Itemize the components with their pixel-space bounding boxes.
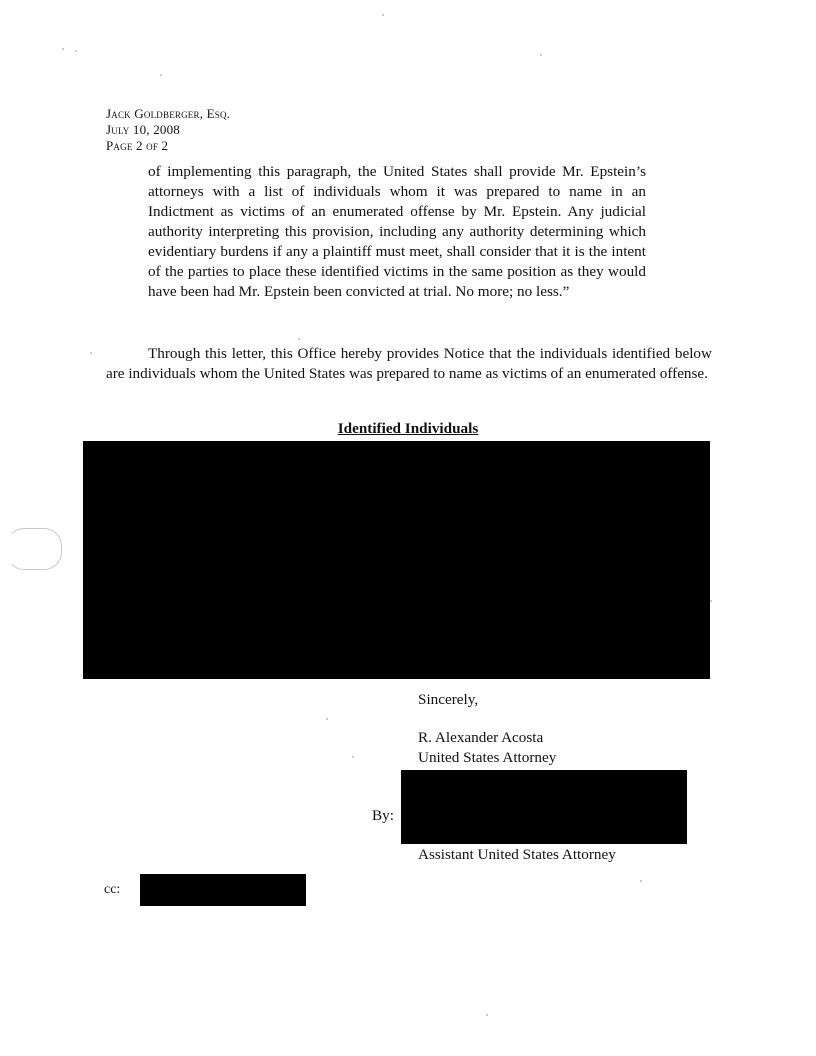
scan-speck: [326, 718, 328, 720]
quoted-paragraph: of implementing this paragraph, the United States shall provide Mr. Epstein’s attorneys with a list of individuals whom it was prepared to name in an Indictment as victims of an enumerated offense by Mr. Epstein. Any judicial authority interpreting this provision, including any authority determining which evidentiary burdens if any a plaintiff must meet, shall consider that it is the intent of the parties to place these identified victims in the same position as they would have been had Mr. Epstein been convicted at trial. No more; no less.”: [148, 163, 646, 300]
identified-individuals-redaction: [83, 441, 710, 679]
scan-speck: [75, 50, 77, 52]
scan-speck: [160, 74, 162, 76]
page-number: Page 2 of 2: [106, 138, 169, 153]
signer-name: R. Alexander Acosta: [418, 729, 544, 746]
scan-speck: [298, 338, 300, 340]
scan-speck: [382, 14, 384, 16]
closing: Sincerely,: [418, 691, 479, 708]
scan-speck: [540, 54, 542, 56]
scan-speck: [90, 352, 92, 354]
recipient-name: Jack Goldberger, Esq.: [106, 106, 231, 121]
signer-title: Assistant United States Attorney: [418, 846, 616, 863]
section-heading: Identified Individuals: [337, 420, 479, 437]
signature-redaction: [401, 770, 687, 844]
cc-label: cc:: [104, 882, 121, 897]
signer-office: United States Attorney: [418, 749, 557, 766]
scan-speck: [62, 48, 64, 50]
scan-speck: [640, 880, 642, 882]
scan-speck: [352, 756, 354, 758]
punch-hole-mark: [6, 528, 62, 570]
cc-redaction: [140, 874, 306, 906]
letter-date: July 10, 2008: [106, 122, 181, 137]
letter-header: [106, 106, 230, 154]
scan-speck: [710, 600, 712, 602]
notice-paragraph: Through this letter, this Office hereby provides Notice that the individuals identified below are individuals whom the United States was prepared to name as victims of an enumerated offense.: [106, 345, 712, 382]
scan-speck: [486, 1014, 488, 1016]
by-label: By:: [372, 807, 394, 824]
